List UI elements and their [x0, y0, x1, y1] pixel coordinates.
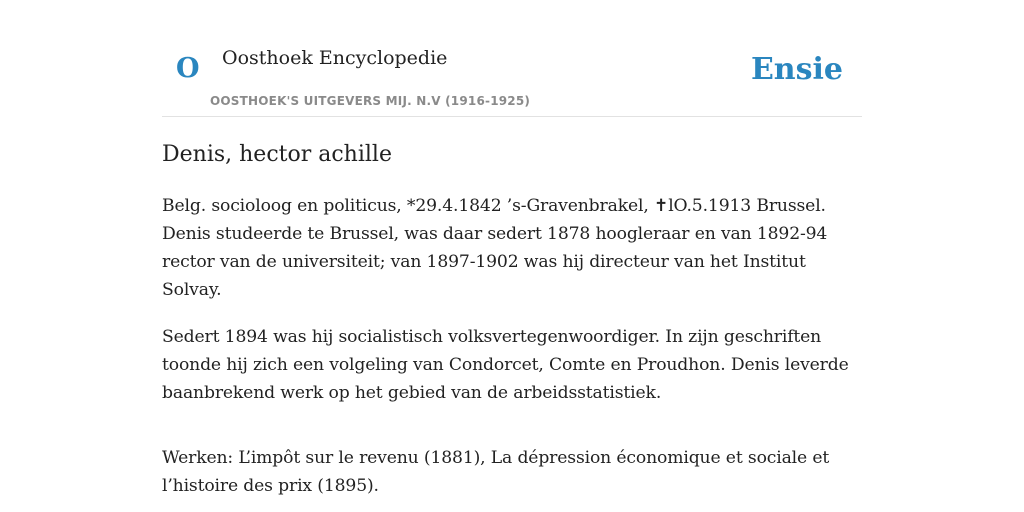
oosthoek-logo-icon[interactable]: O — [176, 53, 200, 84]
entry-body — [162, 192, 864, 512]
entry-paragraph: Belg. socioloog en politicus, *29.4.1842 ’s-Gravenbrakel, ✝lO.5.1913 Brussel. Denis studeerde te Brussel, was daar sedert 1878 hoogleraar en van 1892-94 rector van de universiteit; van 1897-1902 was hij directeur van het Institut Solvay. — [162, 196, 828, 300]
site-header — [162, 0, 862, 117]
site-title[interactable]: Oosthoek Encyclopedie — [222, 47, 448, 69]
page — [162, 0, 862, 512]
publisher-subtitle: OOSTHOEK'S UITGEVERS MIJ. N.V (1916-1925) — [210, 94, 531, 108]
entry-works: Werken: L’impôt sur le revenu (1881), La dépression économique et sociale et l’histoire des prix (1895). — [162, 448, 830, 496]
ensie-brand-link[interactable]: Ensie — [750, 52, 843, 87]
entry-title: Denis, hector achille — [162, 142, 392, 167]
entry-paragraph: Sedert 1894 was hij socialistisch volksvertegenwoordiger. In zijn geschriften toonde hij zich een volgeling van Condorcet, Comte en Proudhon. Denis leverde baanbrekend werk op het gebied van de arbeidsstatistiek. — [162, 327, 849, 403]
